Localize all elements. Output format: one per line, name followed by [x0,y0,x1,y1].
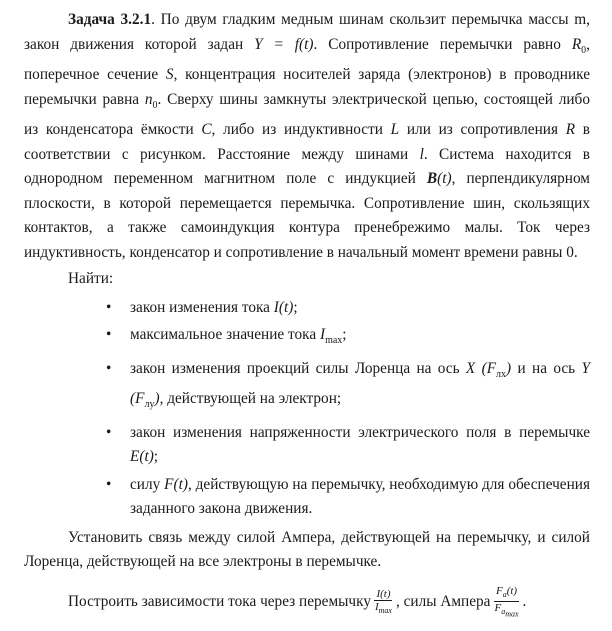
bullet-icon: • [106,326,112,344]
math-symbol: C [201,121,212,139]
text-run: , действующей на электрон; [159,390,342,408]
plot-prefix: Построить зависимости тока через перемычку [68,593,371,611]
ampere-ratio-denominator [492,602,520,621]
text-run: или из сопротивления [399,121,566,139]
plot-instruction [24,585,590,621]
bullet-icon: • [106,298,112,316]
math-symbol: Y (F [130,359,590,408]
ampere-den-sub-a: a [501,607,506,617]
text-run: силу [130,475,165,493]
math-symbol: E(t) [130,448,154,466]
subscript: лy [144,399,155,411]
current-ratio-den-sub: max [378,606,392,616]
bullet-icon: • [106,475,112,493]
vector-symbol: B [426,170,438,188]
math-symbol: I [319,326,326,344]
math-symbol: S [165,66,174,84]
math-symbol: n [144,90,153,108]
text-run: , действующую на перемычку, необходимую для обеспечения заданного закона движения. [130,475,590,518]
list-item [106,296,590,321]
plot-suffix: . [522,593,527,611]
text-run: ; [342,326,347,344]
text-run: и на ось [511,359,582,377]
list-item [106,473,590,522]
text-run: закон изменения напряженности электрического поля в перемычке [130,423,590,441]
ampere-ratio-numerator [494,585,519,602]
ampere-den-sub [501,607,519,619]
text-run: максимальное значение тока [130,326,320,344]
current-ratio-den-symbol: I [374,601,379,614]
text-run: , перпендикулярном плоскости, в которой перемещается перемычка. Сопротивление шин, скользящих контактов, а также самоиндукция контура пренебрежимо малы. Ток через индуктивность, конденсатор и сопротивление в начальный момент времени равны 0. [24,170,590,261]
list-item [106,421,590,470]
ampere-ratio-fraction [492,585,520,621]
list-item [106,357,590,418]
math-symbol: ) [506,359,512,377]
current-ratio-numerator: I(t) [376,588,391,601]
current-ratio-fraction [373,588,394,617]
task-intro-text [24,11,590,261]
current-ratio-denominator [373,601,394,617]
subscript: 0 [581,44,587,56]
math-symbol: Y = f(t) [254,35,314,53]
plot-middle: , силы Ампера [395,593,491,611]
math-symbol: I(t) [273,298,294,316]
text-run: ; [153,448,159,466]
math-symbol: R [571,35,582,53]
ampere-den-sub-max: max [505,609,519,619]
find-label: Найти: [68,270,114,288]
text-run: в соответствии с рисунком. Расстояние между шинами [24,121,590,163]
math-symbol: ) [154,390,160,408]
text-run: закон изменения проекций силы Лоренца на ось [130,359,466,377]
bullet-icon: • [106,423,112,441]
math-symbol: F(t) [164,475,188,493]
text-run: закон изменения тока [130,298,274,316]
text-run: , либо из индуктивности [211,121,391,139]
task-intro-paragraph [24,8,590,265]
ampere-num-sub: a [502,589,507,599]
math-symbol: R [565,121,576,139]
task-title: Задача 3.2.1 [68,11,152,28]
ampere-den-symbol: F [494,601,502,614]
list-item [106,323,590,354]
text-run: . Сопротивление перемычки равно [313,35,572,53]
text-run: . Система находится в однородном переменном магнитном поле с индукцией [24,145,590,188]
find-items-list [24,296,590,522]
text-run: ; [293,298,298,316]
text-run: . Сверху шины замкнуты электрической цепью, состоящей либо из конденсатора ёмкости [24,90,590,139]
ampere-num-rest: (t) [506,584,518,597]
math-symbol: (t) [437,170,452,188]
math-symbol: X (F [465,359,497,377]
math-symbol: l [419,145,424,163]
bullet-icon: • [106,359,112,377]
math-symbol: L [390,121,400,139]
relation-paragraph: Установить связь между силой Ампера, действующей на перемычку, и силой Лоренца, действующей на все электроны в перемычке. [24,528,590,571]
subscript: max [325,335,343,347]
subscript: лx [496,368,507,380]
text-run: , поперечное сечение [24,35,590,84]
text-run: . По двум гладким медным шинам скользит перемычка массы m, закон движения которой задан [24,11,590,53]
text-run: , концентрация носителей заряда (электронов) в проводнике перемычки равна [24,66,590,108]
ampere-num-symbol: F [495,584,503,597]
subscript: 0 [152,99,158,111]
